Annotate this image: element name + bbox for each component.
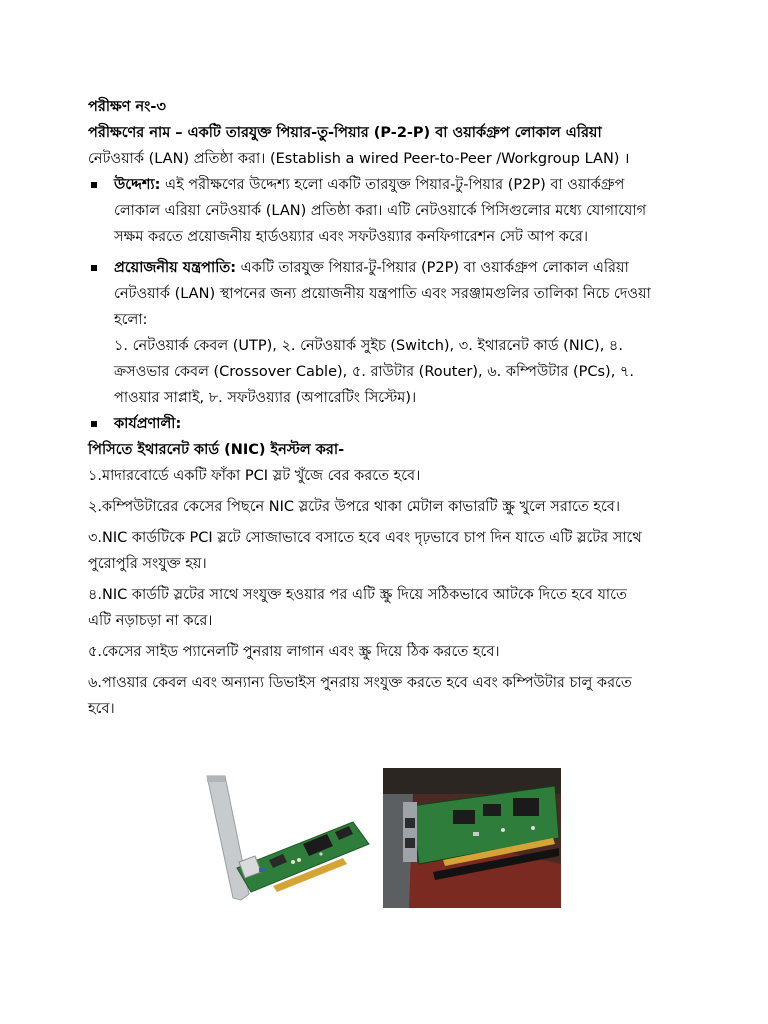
step-6-line-1: ৬.পাওয়ার কেবল এবং অন্যান্য ডিভাইস পুনরায় সংযুক্ত করতে হবে এবং কম্পিউটার চালু করতে bbox=[88, 675, 632, 691]
experiment-title-line-1: পরীক্ষণের নাম – একটি তারযুক্ত পিয়ার-তু-পিয়ার (P-2-P) বা ওয়ার্কগ্রুপ লোকাল এরিয়া bbox=[88, 125, 602, 141]
equipment-list-line-2: ক্রসওভার কেবল (Crossover Cable), ৫. রাউটার (Router), ৬. কম্পিউটার (PCs), ৭. bbox=[114, 364, 634, 380]
bullet-icon bbox=[91, 421, 97, 427]
procedure-bullet bbox=[88, 411, 676, 437]
objective-label: উদ্দেশ্য: bbox=[114, 177, 161, 193]
equipment-text-line-1: একটি তারযুক্ত পিয়ার-টু-পিয়ার (P2P) বা ওয়ার্কগ্রুপ লোকাল এরিয়া bbox=[236, 260, 629, 276]
step-3-line-2: পুরোপুরি সংযুক্ত হয়। bbox=[88, 556, 207, 572]
step-2: ২.কম্পিউটারের কেসের পিছনে NIC স্লটের উপরে থাকা মেটাল কাভারটি স্ক্রু খুলে সরাতে হবে। bbox=[88, 499, 621, 515]
objective-text-line-1: এই পরীক্ষণের উদ্দেশ্য হলো একটি তারযুক্ত পিয়ার-টু-পিয়ার (P2P) বা ওয়ার্কগ্রুপ bbox=[160, 177, 625, 193]
equipment-text-line-3: হলো: bbox=[114, 312, 148, 328]
document-body bbox=[88, 94, 676, 722]
experiment-title-line-2: নেটওয়ার্ক (LAN) প্রতিষ্ঠা করা। (Establish a wired Peer-to-Peer /Workgroup LAN) । bbox=[88, 151, 630, 167]
step-4-line-2: এটি নড়াচড়া না করে। bbox=[88, 613, 213, 629]
step-6-line-2: হবে। bbox=[88, 701, 115, 717]
step-5: ৫.কেসের সাইড প্যানেলটি পুনরায় লাগান এবং স্ক্রু দিয়ে ঠিক করতে হবে। bbox=[88, 644, 500, 660]
equipment-label: প্রয়োজনীয় যন্ত্রপাতি: bbox=[114, 260, 237, 276]
figure-row bbox=[203, 768, 561, 908]
objective-text-line-3: সক্ষম করতে প্রয়োজনীয় হার্ডওয়্যার এবং সফটওয়্যার কনফিগারেশন সেট আপ করে। bbox=[114, 229, 589, 245]
equipment-bullet bbox=[88, 255, 676, 281]
bullet-icon bbox=[91, 182, 97, 188]
nic-card-photo bbox=[203, 774, 375, 902]
step-1: ১.মাদারবোর্ডে একটি ফাঁকা PCI স্লট খুঁজে বের করতে হবে। bbox=[88, 468, 421, 484]
equipment-list-line-1: ১. নেটওয়ার্ক কেবল (UTP), ২. নেটওয়ার্ক সুইচ (Switch), ৩. ইথারনেট কার্ড (NIC), ৪. bbox=[114, 338, 623, 354]
objective-text-line-2: লোকাল এরিয়া নেটওয়ার্ক (LAN) প্রতিষ্ঠা করা। এটি নেটওয়ার্কে পিসিগুলোর মধ্যে যোগাযোগ bbox=[114, 203, 647, 219]
procedure-label: কার্যপ্রণালী: bbox=[114, 416, 182, 432]
equipment-list-line-3: পাওয়ার সাপ্লাই, ৮. সফটওয়্যার (অপারেটিং সিস্টেম)। bbox=[114, 390, 417, 406]
step-4-line-1: ৪.NIC কার্ডটি স্লটের সাথে সংযুক্ত হওয়ার পর এটি স্ক্রু দিয়ে সঠিকভাবে আটকে দিতে হবে যাতে bbox=[88, 587, 627, 603]
step-3-line-1: ৩.NIC কার্ডটিকে PCI স্লটে সোজাভাবে বসাতে হবে এবং দৃঢ়ভাবে চাপ দিন যাতে এটি স্লটের সাথে bbox=[88, 530, 642, 546]
procedure-heading: পিসিতে ইথারনেট কার্ড (NIC) ইনস্টল করা- bbox=[88, 442, 345, 458]
experiment-number: পরীক্ষণ নং-৩ bbox=[88, 99, 166, 115]
equipment-text-line-2: নেটওয়ার্ক (LAN) স্থাপনের জন্য প্রয়োজনীয় যন্ত্রপাতি এবং সরঞ্জামগুলির তালিকা নিচে দেওয়া bbox=[114, 286, 651, 302]
installed-nic-photo bbox=[383, 768, 561, 908]
bullet-icon bbox=[91, 265, 97, 271]
objective-bullet bbox=[88, 172, 676, 198]
